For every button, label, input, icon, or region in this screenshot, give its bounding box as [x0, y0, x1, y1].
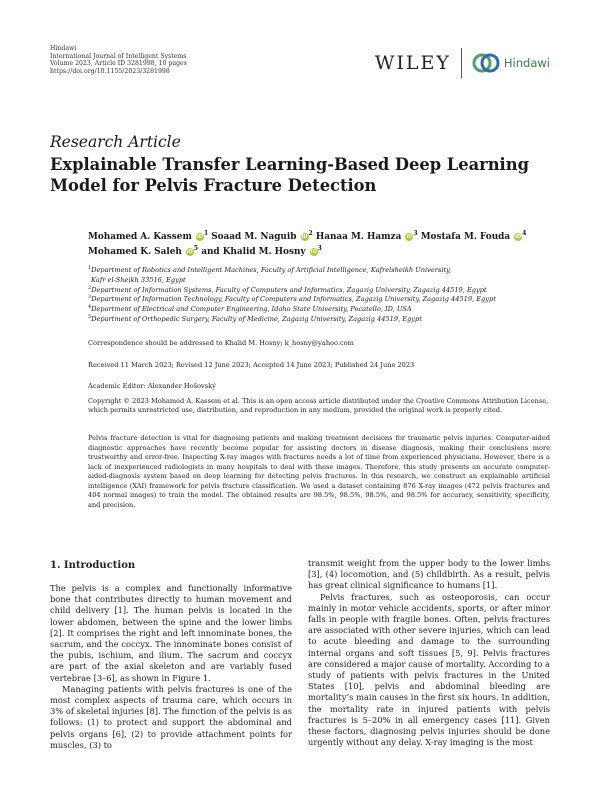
body-paragraph: The pelvis is a complex and functionally informative bone that contributes directly to human movement and child delivery [1]. The human pelvis is located in the lower abdomen, between the spine and the lower limbs [2]. It comprises the right and left innominate bones, the sacrum, and the coccyx. The innominate bones consist of the pubis, ischium, and ilium. The sacrum and coccyx are part of the axial skeleton and are variably fused vertebrae [3–6], as shown in Figure 1. — [50, 583, 292, 683]
journal-name: International Journal of Intelligent Systems — [50, 52, 187, 60]
right-column — [308, 558, 550, 748]
body-paragraph: Pelvis fractures, such as osteoporosis, can occur mainly in motor vehicle accidents, sports, or after minor falls in people with fragile bones. Often, pelvis fractures are associated with other severe injuries, which can lead to acute bleeding and damage to the surrounding internal organs and soft tissues [5, 9]. Pelvis fractures are considered a major cause of mortality. According to a study of patients with pelvis fractures in the United States [10], pelvis and abdominal bleeding are mortality’s main causes in the first six hours. In addition, the mortality rate in injured patients with pelvis fractures is 5–20% in all emergency cases [11]. Given these factors, diagnosing pelvis injuries should be done urgently without any delay. X-ray imaging is the most — [308, 591, 550, 748]
affiliation-text: Department of Robotics and Intelligent Machines, Faculty of Artificial Intelligence, Kafrelsheikh University, — [91, 266, 452, 274]
author-affiliation-mark: 5 — [193, 245, 199, 253]
orcid-icon[interactable]: iD — [186, 248, 193, 255]
academic-editor: Academic Editor: Alexander Hošovský — [88, 382, 216, 390]
author-name[interactable]: Hanaa M. Hamza — [315, 232, 402, 242]
affiliation — [88, 286, 558, 296]
affiliation-text: Kafr el-Sheikh 33516, Egypt — [91, 275, 186, 284]
body-paragraph: Managing patients with pelvis fractures is one of the most complex aspects of trauma care, which occurs in 3% of skeletal injuries [8]. The function of the pelvis is as follows: (1) to protect and support the abdominal and pelvis organs [6], (2) to provide attachment points for muscles, (3) to — [50, 683, 292, 750]
author-affiliation-mark: 2 — [308, 230, 313, 238]
journal-info — [50, 45, 187, 75]
logo-divider — [461, 48, 462, 78]
abstract: Pelvis fracture detection is vital for diagnosing patients and making treatment decisions for traumatic pelvis injuries. Computer-aided diagnostic approaches have recently become popular for assisting doctors in disease diagnosis, making their conclusions more trustworthy and error-free. Inspecting X-ray images with fractures needs a lot of time from experienced physicians. However, there is a lack of inexperienced radiologists in many hospitals to deal with these images. Therefore, this study presents an accurate computer-aided-diagnosis system based on deep learning for detecting pelvis fractures. In this research, we construct an explainable artificial intelligence (XAI) framework for pelvis fracture classification. We used a dataset containing 876 X-ray images (472 pelvis fractures and 404 normal images) to train the model. The obtained results are 98.5%, 98.5%, 98.5%, and 98.5% for accuracy, sensitivity, specificity, and precision. — [88, 434, 550, 509]
affiliation-text: Department of Information Systems, Faculty of Computers and Informatics, Zagazig University, Zagazig 44519, Egypt — [91, 285, 487, 294]
author-affiliation-mark: 1 — [203, 230, 209, 238]
article-type: Research Article — [50, 133, 181, 151]
affiliation-number: 5 — [88, 313, 92, 320]
orcid-icon[interactable]: iD — [301, 233, 308, 240]
author-name[interactable]: Mohamed A. Kassem — [88, 232, 192, 242]
author-name[interactable]: Soaad M. Naguib — [211, 232, 297, 242]
hindawi-logo-icon — [471, 52, 501, 74]
author-affiliation-mark: 3 — [317, 245, 322, 253]
author-name[interactable]: Mohamed K. Saleh — [88, 247, 182, 257]
orcid-icon[interactable]: iD — [515, 233, 522, 240]
affiliation — [88, 266, 558, 276]
publication-dates: Received 11 March 2023; Revised 12 June 2023; Accepted 14 June 2023; Published 24 June 2023 — [88, 361, 415, 369]
affiliation-number: 4 — [88, 304, 92, 310]
affiliation — [88, 315, 558, 325]
orcid-icon[interactable]: iD — [406, 233, 413, 240]
affiliation-number: 1 — [88, 264, 92, 271]
volume-info: Volume 2023, Article ID 3281998, 10 pages — [50, 60, 187, 68]
wiley-logo: WILEY — [374, 52, 451, 74]
doi-link[interactable]: https://doi.org/10.1155/2023/3281998 — [50, 67, 170, 75]
affiliation-text: Department of Information Technology, Faculty of Computers and Informatics, Zagazig University, Zagazig 44519, Egypt — [91, 295, 496, 304]
affiliation — [88, 276, 558, 286]
correspondence-note: Correspondence should be addressed to Khalid M. Hosny; k_hosny@yahoo.com — [88, 339, 354, 347]
left-column — [50, 558, 292, 751]
orcid-icon[interactable]: iD — [310, 248, 317, 255]
copyright-notice: Copyright © 2023 Mohamed A. Kassem et al. This is an open access article distributed under the Creative Commons Attribution License, which permits unrestricted use, distribution, and reproduction in any medium, provided the original work is properly cited. — [88, 397, 549, 415]
hindawi-logo-text: Hindawi — [503, 56, 550, 70]
body-paragraph: transmit weight from the upper body to the lower limbs [3], (4) locomotion, and (5) childbirth. As a result, pelvis has great clinical significance to humans [1]. — [308, 558, 550, 591]
affiliation-list — [88, 266, 558, 325]
affiliation — [88, 295, 558, 305]
author-affiliation-mark: 4 — [522, 230, 527, 238]
publisher-logos — [375, 48, 550, 78]
author-name[interactable]: Khalid M. Hosny — [222, 247, 306, 257]
author-connector: and — [201, 247, 220, 257]
author-affiliation-mark: 3 — [413, 230, 418, 238]
publisher-name: Hindawi — [50, 45, 77, 52]
affiliation-number: 2 — [88, 284, 92, 291]
author-name[interactable]: Mostafa M. Fouda — [420, 232, 511, 242]
section-heading: 1. Introduction — [50, 560, 136, 571]
affiliation-text: Department of Electrical and Computer Engineering, Idaho State University, Pocatello, ID, USA — [91, 305, 412, 314]
affiliation — [88, 305, 558, 315]
orcid-icon[interactable]: iD — [197, 233, 203, 240]
article-title: Explainable Transfer Learning-Based Deep Learning Model for Pelvis Fracture Detection — [50, 155, 529, 195]
affiliation-text: Department of Orthopedic Surgery, Faculty of Medicine, Zagazig University, Zagazig 44519, Egypt — [91, 314, 422, 323]
author-list — [88, 230, 558, 260]
affiliation-number: 3 — [88, 294, 92, 301]
